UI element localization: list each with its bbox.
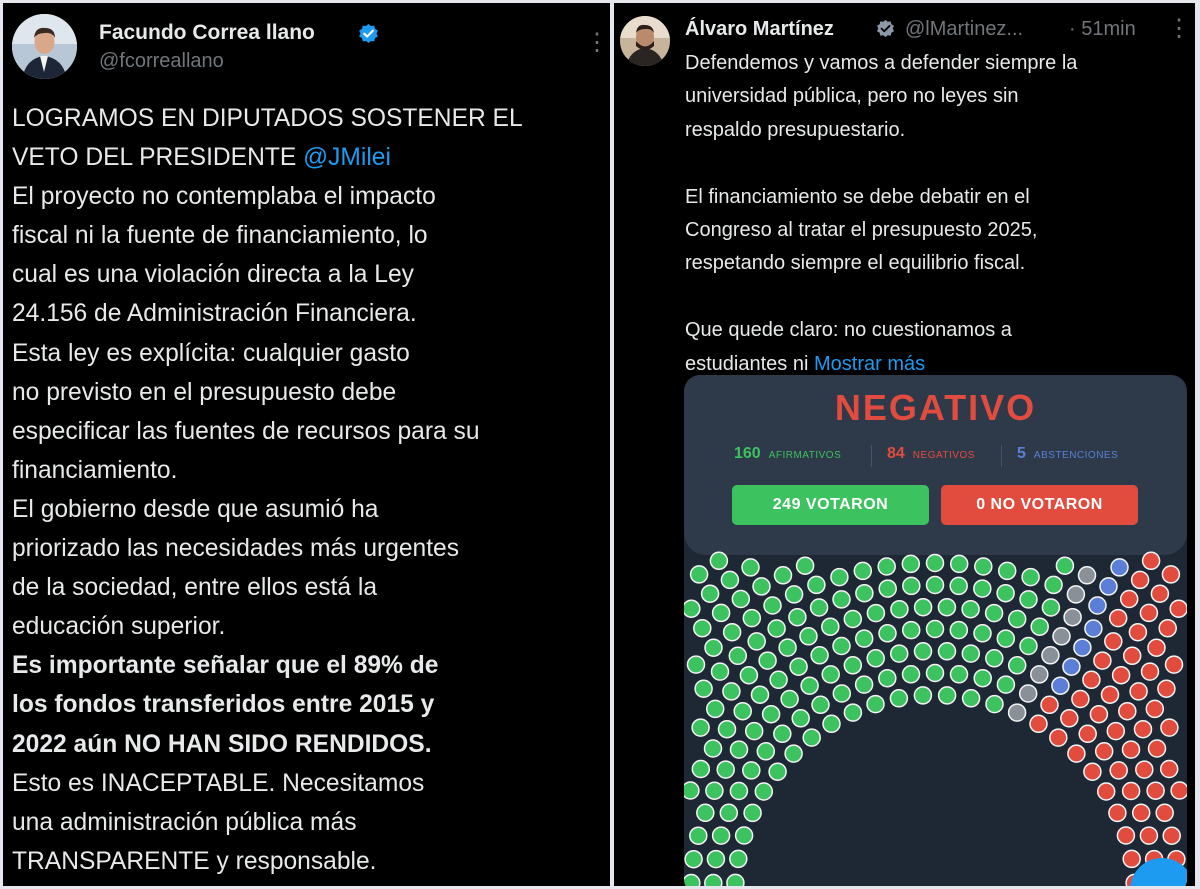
seat-marker	[1085, 620, 1102, 637]
author-handle[interactable]: @lMartinez...	[905, 18, 1024, 40]
seat-marker	[684, 875, 700, 887]
seat-marker	[724, 624, 741, 641]
seat-marker	[1050, 729, 1067, 746]
seat-marker	[721, 571, 738, 588]
seat-marker	[713, 604, 730, 621]
seat-marker	[707, 851, 724, 868]
seat-marker	[1072, 691, 1089, 708]
seat-marker	[1056, 557, 1073, 574]
seat-marker	[938, 599, 955, 616]
seat-marker	[695, 680, 712, 697]
seat-marker	[879, 580, 896, 597]
seat-marker	[939, 687, 956, 704]
negativos-label: NEGATIVOS	[912, 450, 975, 461]
seat-marker	[781, 691, 798, 708]
seat-marker	[710, 552, 727, 569]
seat-marker	[803, 729, 820, 746]
seat-marker	[997, 630, 1014, 647]
seat-marker	[844, 657, 861, 674]
no-votaron-button: 0 NO VOTARON	[941, 485, 1138, 525]
seat-marker	[1143, 552, 1160, 569]
seat-marker	[719, 721, 736, 738]
seat-marker	[1133, 804, 1150, 821]
seat-marker	[1083, 671, 1100, 688]
seat-marker	[727, 874, 744, 886]
seat-marker	[731, 741, 748, 758]
seat-marker	[1158, 680, 1175, 697]
seat-marker	[833, 685, 850, 702]
negativos-count: 84	[887, 445, 905, 462]
seat-marker	[1123, 741, 1140, 758]
seat-marker	[831, 569, 848, 586]
seat-marker	[891, 645, 908, 662]
seat-marker	[1064, 609, 1081, 626]
seat-marker	[1009, 704, 1026, 721]
seat-marker	[914, 687, 931, 704]
seat-marker	[1074, 639, 1091, 656]
seat-marker	[879, 670, 896, 687]
person-icon	[12, 14, 77, 79]
seat-marker	[1068, 745, 1085, 762]
abstenciones-label: ABSTENCIONES	[1033, 450, 1119, 461]
seat-marker	[1129, 624, 1146, 641]
seat-marker	[986, 696, 1003, 713]
seat-marker	[785, 745, 802, 762]
seat-marker	[903, 622, 920, 639]
seat-marker	[975, 558, 992, 575]
seat-marker	[1142, 663, 1159, 680]
seat-marker	[1042, 599, 1059, 616]
seat-marker	[822, 618, 839, 635]
seat-marker	[915, 643, 932, 660]
seat-marker	[986, 650, 1003, 667]
seat-marker	[684, 782, 699, 799]
seat-marker	[1030, 715, 1047, 732]
seat-marker	[856, 630, 873, 647]
seat-marker	[962, 645, 979, 662]
seat-marker	[1009, 611, 1026, 628]
seat-marker	[797, 557, 814, 574]
seat-marker	[1020, 591, 1037, 608]
seat-marker	[764, 597, 781, 614]
seat-marker	[999, 562, 1016, 579]
seat-marker	[1132, 571, 1149, 588]
tweet-text-segment: LOGRAMOS EN DIPUTADOS SOSTENER EL VETO DEL PRESIDENTE	[12, 105, 523, 172]
seat-marker	[1098, 783, 1115, 800]
seat-marker	[1117, 827, 1134, 844]
seat-marker	[786, 586, 803, 603]
seat-marker	[1113, 667, 1130, 684]
seat-marker	[974, 625, 991, 642]
seat-marker	[743, 610, 760, 627]
seat-marker	[1067, 586, 1084, 603]
afirmativos-label: AFIRMATIVOS	[768, 450, 842, 461]
seat-marker	[974, 580, 991, 597]
seat-marker	[1170, 600, 1187, 617]
seat-marker	[1166, 656, 1183, 673]
seat-marker	[1031, 666, 1048, 683]
seat-marker	[811, 599, 828, 616]
chamber-seats-diagram	[684, 375, 1187, 886]
seat-marker	[1079, 725, 1096, 742]
seat-marker	[915, 599, 932, 616]
seat-marker	[801, 677, 818, 694]
seat-marker	[732, 591, 749, 608]
seat-marker	[1171, 782, 1187, 799]
seat-marker	[1094, 652, 1111, 669]
verified-badge-icon	[876, 19, 895, 38]
seat-marker	[1096, 743, 1113, 760]
seat-marker	[717, 761, 734, 778]
seat-marker	[792, 710, 809, 727]
seat-marker	[1110, 762, 1127, 779]
seat-marker	[903, 666, 920, 683]
tweet-time[interactable]: · 51min	[1069, 18, 1136, 40]
seat-marker	[736, 827, 753, 844]
seat-marker	[770, 671, 787, 688]
seat-marker	[744, 804, 761, 821]
seat-marker	[1052, 677, 1069, 694]
seat-marker	[950, 622, 967, 639]
seat-marker	[748, 633, 765, 650]
seat-marker	[997, 585, 1014, 602]
seat-marker	[902, 555, 919, 572]
seat-marker	[986, 605, 1003, 622]
seat-marker	[844, 611, 861, 628]
seat-marker	[812, 696, 829, 713]
abstenciones-count: 5	[1017, 445, 1026, 462]
seat-marker	[1102, 686, 1119, 703]
seat-marker	[692, 761, 709, 778]
seat-marker	[1146, 700, 1163, 717]
seat-marker	[1009, 657, 1026, 674]
avatar[interactable]	[620, 16, 670, 66]
seat-marker	[707, 700, 724, 717]
seat-marker	[789, 609, 806, 626]
seat-marker	[730, 783, 747, 800]
seat-marker	[768, 620, 785, 637]
seat-marker	[743, 762, 760, 779]
seat-marker	[757, 743, 774, 760]
seat-marker	[685, 851, 702, 868]
seat-marker	[1162, 566, 1179, 583]
seat-marker	[1110, 610, 1127, 627]
seat-marker	[1140, 604, 1157, 621]
vote-image[interactable]	[684, 375, 1187, 886]
seat-marker	[692, 719, 709, 736]
tweet-link[interactable]: @JMilei	[303, 144, 391, 172]
seat-marker	[1147, 782, 1164, 799]
seat-marker	[1061, 710, 1078, 727]
tweet-text	[12, 99, 607, 881]
seat-marker	[1053, 628, 1070, 645]
seat-marker	[927, 621, 944, 638]
seat-marker	[1020, 638, 1037, 655]
seat-marker	[774, 725, 791, 742]
seat-marker	[734, 703, 751, 720]
seat-marker	[1130, 683, 1147, 700]
seat-marker	[1123, 783, 1140, 800]
seat-marker	[974, 670, 991, 687]
seat-marker	[729, 647, 746, 664]
seat-marker	[723, 683, 740, 700]
seat-marker	[1123, 850, 1140, 867]
seat-marker	[691, 566, 708, 583]
seat-marker	[742, 559, 759, 576]
seat-marker	[1107, 723, 1124, 740]
seat-marker	[1022, 569, 1039, 586]
seat-marker	[890, 690, 907, 707]
seat-marker	[879, 625, 896, 642]
tweet-text-segment: Esto es INACEPTABLE. Necesitamos una administración pública más TRANSPARENTE y responsable.	[12, 769, 425, 875]
seat-marker	[763, 706, 780, 723]
seat-marker	[1109, 804, 1126, 821]
seat-marker	[1149, 740, 1166, 757]
more-options-icon[interactable]: ⋮	[1167, 15, 1190, 42]
tweet-text-segment: El proyecto no contemplaba el impacto fiscal ni la fuente de financiamiento, lo cual es una violación directa a la Ley 24.156 de Administración Financiera. Esta ley es explícita: cualquier gasto no previsto en el presupuesto debe especificar las fuentes de recursos para su financiamiento. El gobierno desde que asumió ha priorizado las necesidades más urgentes de la sociedad, entre ellos está la educación superior.	[12, 183, 480, 641]
seat-marker	[856, 585, 873, 602]
seat-marker	[702, 585, 719, 602]
left-tweet	[3, 3, 610, 886]
seat-marker	[697, 804, 714, 821]
seat-marker	[705, 639, 722, 656]
seat-marker	[854, 562, 871, 579]
tweet-link[interactable]: Mostrar más	[813, 352, 926, 375]
seat-marker	[1135, 721, 1152, 738]
seat-marker	[951, 555, 968, 572]
right-tweet	[614, 3, 1195, 886]
seat-marker	[823, 715, 840, 732]
seat-marker	[690, 827, 707, 844]
seat-marker	[1148, 639, 1165, 656]
seat-marker	[1136, 761, 1153, 778]
seat-marker	[1100, 578, 1117, 595]
seat-marker	[694, 620, 711, 637]
seat-marker	[1090, 706, 1107, 723]
seat-marker	[712, 663, 729, 680]
seat-marker	[1124, 647, 1141, 664]
seat-marker	[833, 638, 850, 655]
seat-marker	[779, 639, 796, 656]
seat-marker	[1105, 633, 1122, 650]
seat-marker	[705, 875, 722, 887]
seat-marker	[1084, 763, 1101, 780]
tweet-text-segment: Defendemos y vamos a defender siempre la universidad pública, pero no leyes sin respaldo presupuestario. El financiamiento se debe debatir en el Congreso al tratar el presupuesto 2025, respetando siempre el equilibrio fiscal. Que quede claro: no cuestionamos a estudiantes ni	[685, 52, 1078, 375]
seat-marker	[1161, 719, 1178, 736]
seat-marker	[867, 650, 884, 667]
seat-marker	[1079, 567, 1096, 584]
seat-marker	[822, 666, 839, 683]
seat-marker	[1041, 696, 1058, 713]
seat-marker	[740, 667, 757, 684]
seat-marker	[1159, 620, 1176, 637]
seat-marker	[951, 666, 968, 683]
seat-marker	[759, 652, 776, 669]
seat-marker	[1161, 761, 1178, 778]
seat-marker	[720, 804, 737, 821]
verified-badge-icon	[358, 23, 379, 44]
votaron-button: 249 VOTARON	[732, 485, 929, 525]
seat-marker	[950, 577, 967, 594]
seat-marker	[684, 600, 700, 617]
seat-marker	[1089, 597, 1106, 614]
seat-marker	[1121, 591, 1138, 608]
seat-marker	[713, 827, 730, 844]
seat-marker	[705, 740, 722, 757]
seat-marker	[1163, 827, 1180, 844]
seat-marker	[878, 558, 895, 575]
tweet-text-bold: Es importante señalar que el 89% de los fondos transferidos entre 2015 y 2022 aún NO HAN SIDO RENDIDOS.	[12, 652, 439, 758]
seat-marker	[755, 783, 772, 800]
seat-marker	[927, 555, 944, 572]
seat-marker	[997, 676, 1014, 693]
seat-marker	[1140, 827, 1157, 844]
seat-marker	[1111, 559, 1128, 576]
seat-marker	[833, 591, 850, 608]
seat-marker	[1020, 685, 1037, 702]
author-name[interactable]: Álvaro Martínez	[685, 18, 834, 40]
seat-marker	[1119, 703, 1136, 720]
seat-marker	[962, 601, 979, 618]
seat-marker	[867, 605, 884, 622]
seat-marker	[1156, 804, 1173, 821]
seat-marker	[1042, 647, 1059, 664]
seat-marker	[963, 690, 980, 707]
seat-marker	[775, 567, 792, 584]
seat-marker	[753, 578, 770, 595]
seat-marker	[790, 658, 807, 675]
seat-marker	[1151, 585, 1168, 602]
seat-marker	[800, 628, 817, 645]
seat-marker	[811, 647, 828, 664]
seat-marker	[927, 577, 944, 594]
seat-marker	[730, 850, 747, 867]
seat-marker	[769, 763, 786, 780]
seat-marker	[808, 576, 825, 593]
afirmativos-count: 160	[734, 445, 761, 462]
seat-marker	[746, 723, 763, 740]
seat-marker	[903, 577, 920, 594]
avatar[interactable]	[12, 14, 77, 79]
author-handle[interactable]: @fcorreallano	[99, 50, 224, 72]
seat-marker	[688, 656, 705, 673]
seat-marker	[927, 665, 944, 682]
more-options-icon[interactable]: ⋮	[585, 29, 608, 56]
seat-marker	[867, 696, 884, 713]
person-icon	[620, 16, 670, 66]
seat-marker	[1045, 576, 1062, 593]
tweet-text	[685, 47, 1190, 381]
seat-marker	[752, 686, 769, 703]
seat-marker	[856, 676, 873, 693]
seat-marker	[1031, 618, 1048, 635]
seat-marker	[891, 601, 908, 618]
author-name[interactable]: Facundo Correa llano	[99, 21, 315, 44]
seat-marker	[706, 782, 723, 799]
seat-marker	[939, 643, 956, 660]
result-title: NEGATIVO	[834, 387, 1037, 428]
seat-marker	[1063, 658, 1080, 675]
seat-marker	[844, 704, 861, 721]
